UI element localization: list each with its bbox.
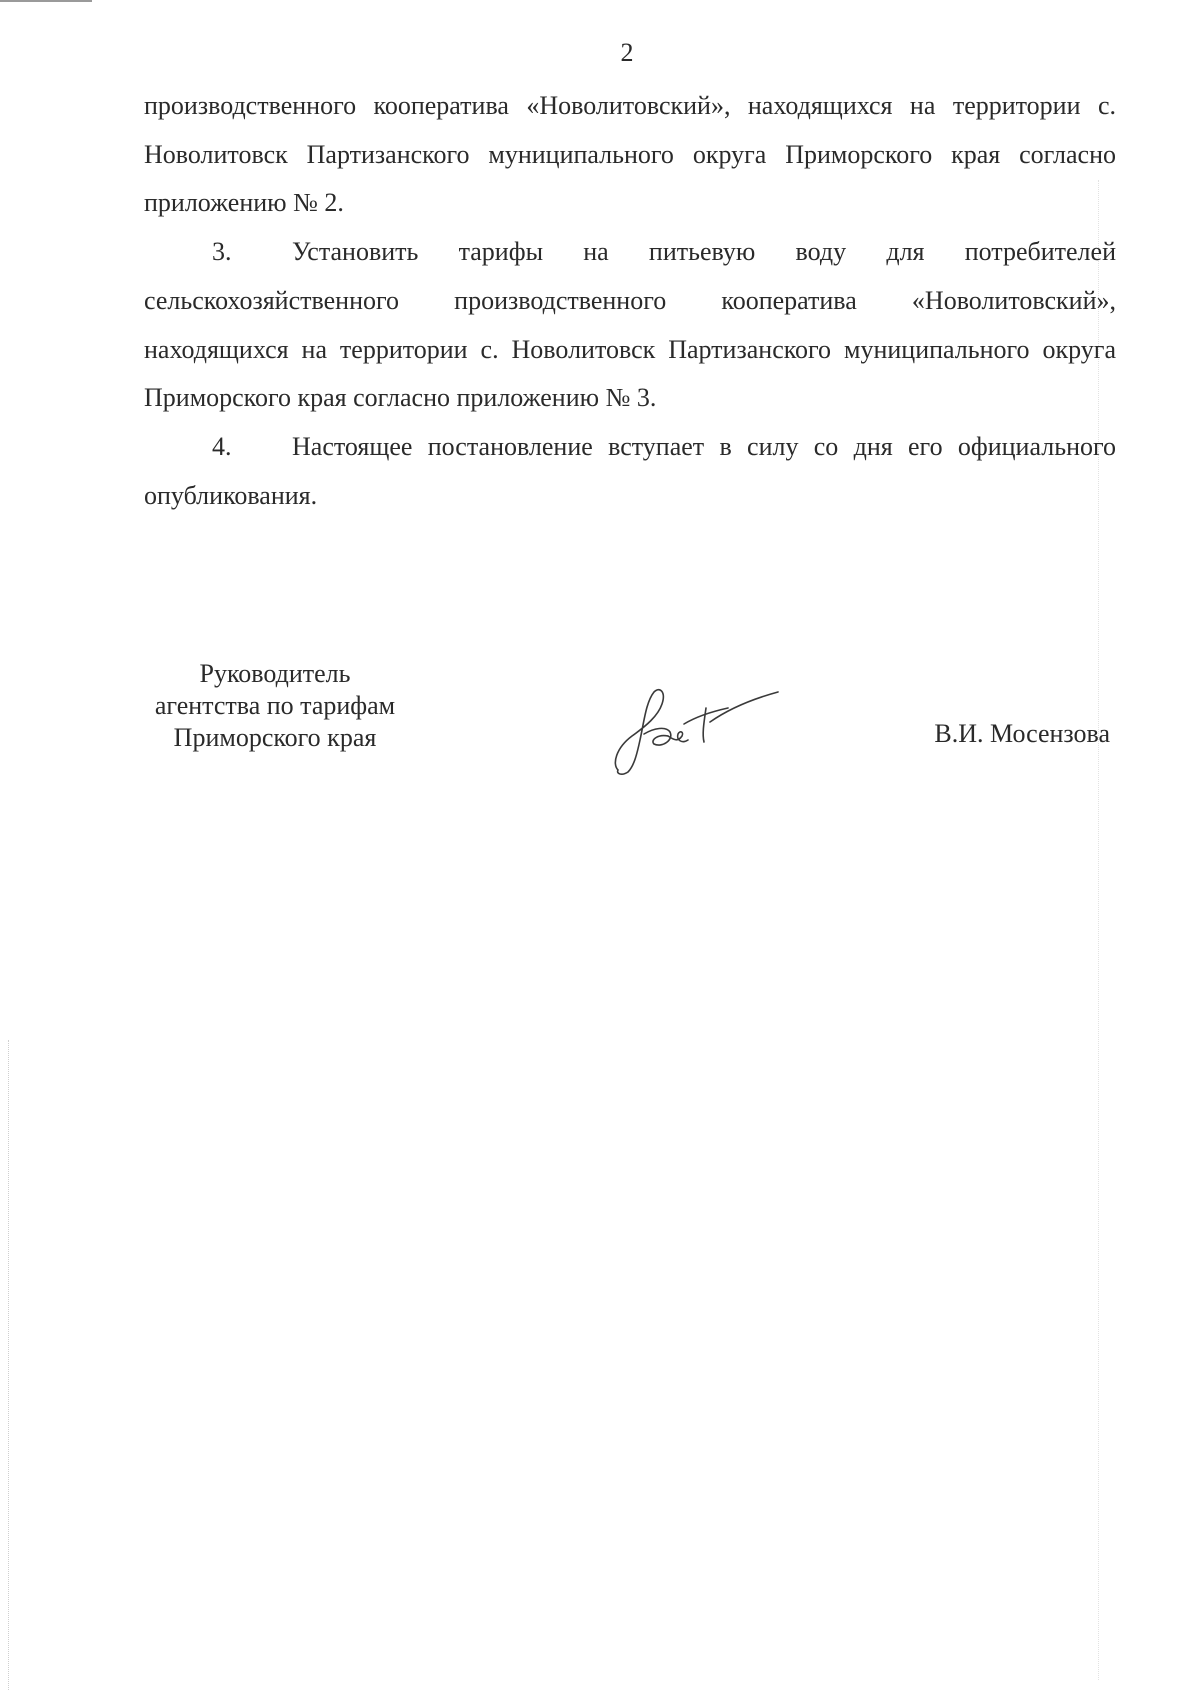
signer-position-line: Руководитель <box>199 659 351 688</box>
item-number: 4. <box>212 431 232 461</box>
signer-name: В.И. Мосензова <box>934 719 1110 748</box>
paragraph-item-3 <box>144 228 1116 423</box>
paragraph-text: Настоящее постановление вступает в силу со дня его официального опубликования. <box>144 431 1116 510</box>
scan-artifact-left-edge <box>8 1040 10 1690</box>
page-number: 2 <box>620 38 634 67</box>
item-number: 3. <box>212 237 232 267</box>
signer-position-line: агентства по тарифам <box>154 691 396 720</box>
paragraph-text: Установить тарифы на питьевую воду для потребителей сельскохозяйственного производственного кооператива «Новолитовский», находящихся на территории с. Новолитовск Партизанского муниципального округа Приморского края согласно приложению № 3. <box>144 237 1116 413</box>
scan-artifact-top <box>0 0 92 2</box>
paragraph-item-4 <box>144 423 1116 520</box>
document-body <box>144 82 1116 520</box>
signer-position-line: Приморского края <box>173 723 377 752</box>
handwritten-signature <box>610 678 790 778</box>
signer-position <box>140 658 410 754</box>
paragraph-continuation: производственного кооператива «Новолитовский», находящихся на территории с. Новолитовск Партизанского муниципального округа Приморского края согласно приложению № 2. <box>144 91 1116 218</box>
signature-block <box>0 658 1200 778</box>
